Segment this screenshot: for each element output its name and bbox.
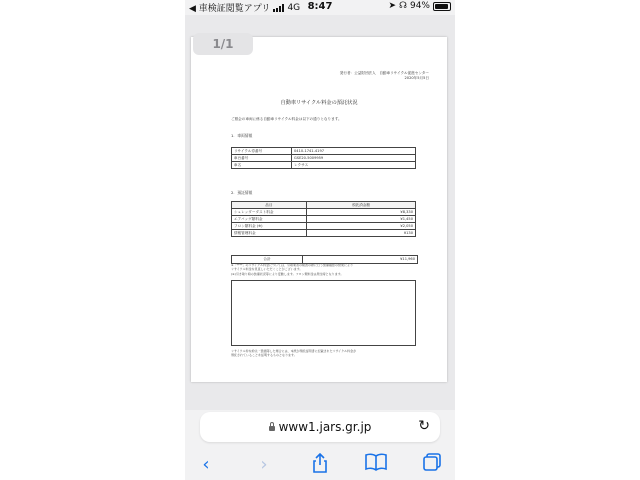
vehicle-info-label: リサイクル券番号 [232, 148, 292, 155]
phone-screen [185, 0, 455, 480]
section-deposit-info: 2．預託情報 [231, 190, 253, 195]
safari-bottom-bar [185, 410, 455, 480]
fee-amount: ¥8,330 [307, 209, 416, 216]
note-line: リサイクル料金を見直しいただくことがございます。 [231, 267, 303, 272]
bookmarks-icon[interactable] [363, 453, 389, 477]
network-type: 4G [287, 2, 301, 13]
location-icon: ➤ [388, 1, 396, 11]
table-row [232, 216, 416, 223]
tabs-icon[interactable] [419, 453, 445, 477]
table-row [232, 148, 416, 155]
note-line: ※「****」のリサイクル料金については、引取業者の検査の際に行う装備確認の結果により [231, 263, 354, 267]
fee-notes [231, 263, 416, 276]
fee-header-amount: 預託済金額 [307, 202, 416, 209]
document-intro: ご照会の車両に係る自動車リサイクル料金は以下の通りとなります。 [231, 117, 342, 121]
back-icon[interactable]: ‹ [202, 454, 210, 475]
headphones-icon: ☊ [398, 1, 407, 11]
vehicle-info-value: レクサス [292, 162, 416, 169]
address-text-container [200, 420, 440, 434]
footer-line: 預託されていることを証明するものとなります。 [231, 353, 297, 358]
fee-header-item: 品目 [232, 202, 307, 209]
fee-item: シュレッダーダスト料金 [232, 209, 307, 216]
vehicle-info-value: GSE20-5009959 [292, 155, 416, 162]
page-indicator: 1/1 [193, 33, 253, 55]
document-page [191, 37, 447, 382]
issuer-info [340, 71, 429, 81]
reload-icon[interactable]: ↻ [418, 418, 430, 434]
status-right [388, 1, 451, 11]
total-label: 合計 [232, 256, 303, 263]
issue-date: 2020年5月5日 [404, 76, 429, 80]
table-row [232, 223, 416, 230]
fee-item: 情報管理料金 [232, 230, 307, 237]
table-row [232, 230, 416, 237]
issuer-name: 発行者：公益財団法人 自動車リサイクル促進センター [339, 71, 429, 75]
address-bar[interactable] [200, 412, 440, 442]
section-vehicle-info: 1．車両情報 [231, 133, 253, 138]
fee-item: フロン類料金 (※) [232, 223, 307, 230]
fee-table [231, 201, 416, 237]
clock: 8:47 [307, 1, 333, 12]
vehicle-info-label: 車台番号 [232, 155, 292, 162]
back-to-app-link[interactable]: ◀ 車検証閲覧アプリ [189, 4, 271, 14]
battery-fill [435, 4, 448, 9]
note-line: (※)引き取り時の装備状況等により変動します。フロン類料金は発生時となります。 [231, 271, 344, 276]
share-icon[interactable] [307, 453, 333, 477]
memo-box [231, 280, 416, 346]
url-text: www1.jars.gr.jp [278, 420, 372, 434]
battery-icon [433, 2, 451, 11]
status-bar [185, 0, 455, 15]
fee-table-header [232, 202, 416, 209]
table-row [232, 155, 416, 162]
browser-toolbar [185, 450, 455, 480]
fee-amount: ¥1,450 [307, 216, 416, 223]
vehicle-info-value: 0410-1741-4197 [292, 148, 416, 155]
document-title: 自動車リサイクル料金の預託状況 [280, 100, 358, 106]
battery-percent: 94% [409, 1, 430, 11]
total-amount: ¥11,960 [400, 257, 415, 261]
fee-item: エアバッグ類料金 [232, 216, 307, 223]
vehicle-info-table [231, 147, 416, 169]
pdf-viewer[interactable] [185, 15, 455, 410]
footer-line: リサイクル券を紛失・毀損等した場合には、本紙が預託証明書に記載されたリサイクル料金が [231, 349, 357, 353]
footer-notes [231, 349, 416, 358]
table-row [232, 209, 416, 216]
forward-icon[interactable]: › [260, 454, 268, 475]
fee-amount: ¥2,050 [307, 223, 416, 230]
lock-icon [269, 426, 275, 431]
fee-amount: ¥130 [307, 230, 416, 237]
vehicle-info-label: 車名 [232, 162, 292, 169]
table-row [232, 162, 416, 169]
